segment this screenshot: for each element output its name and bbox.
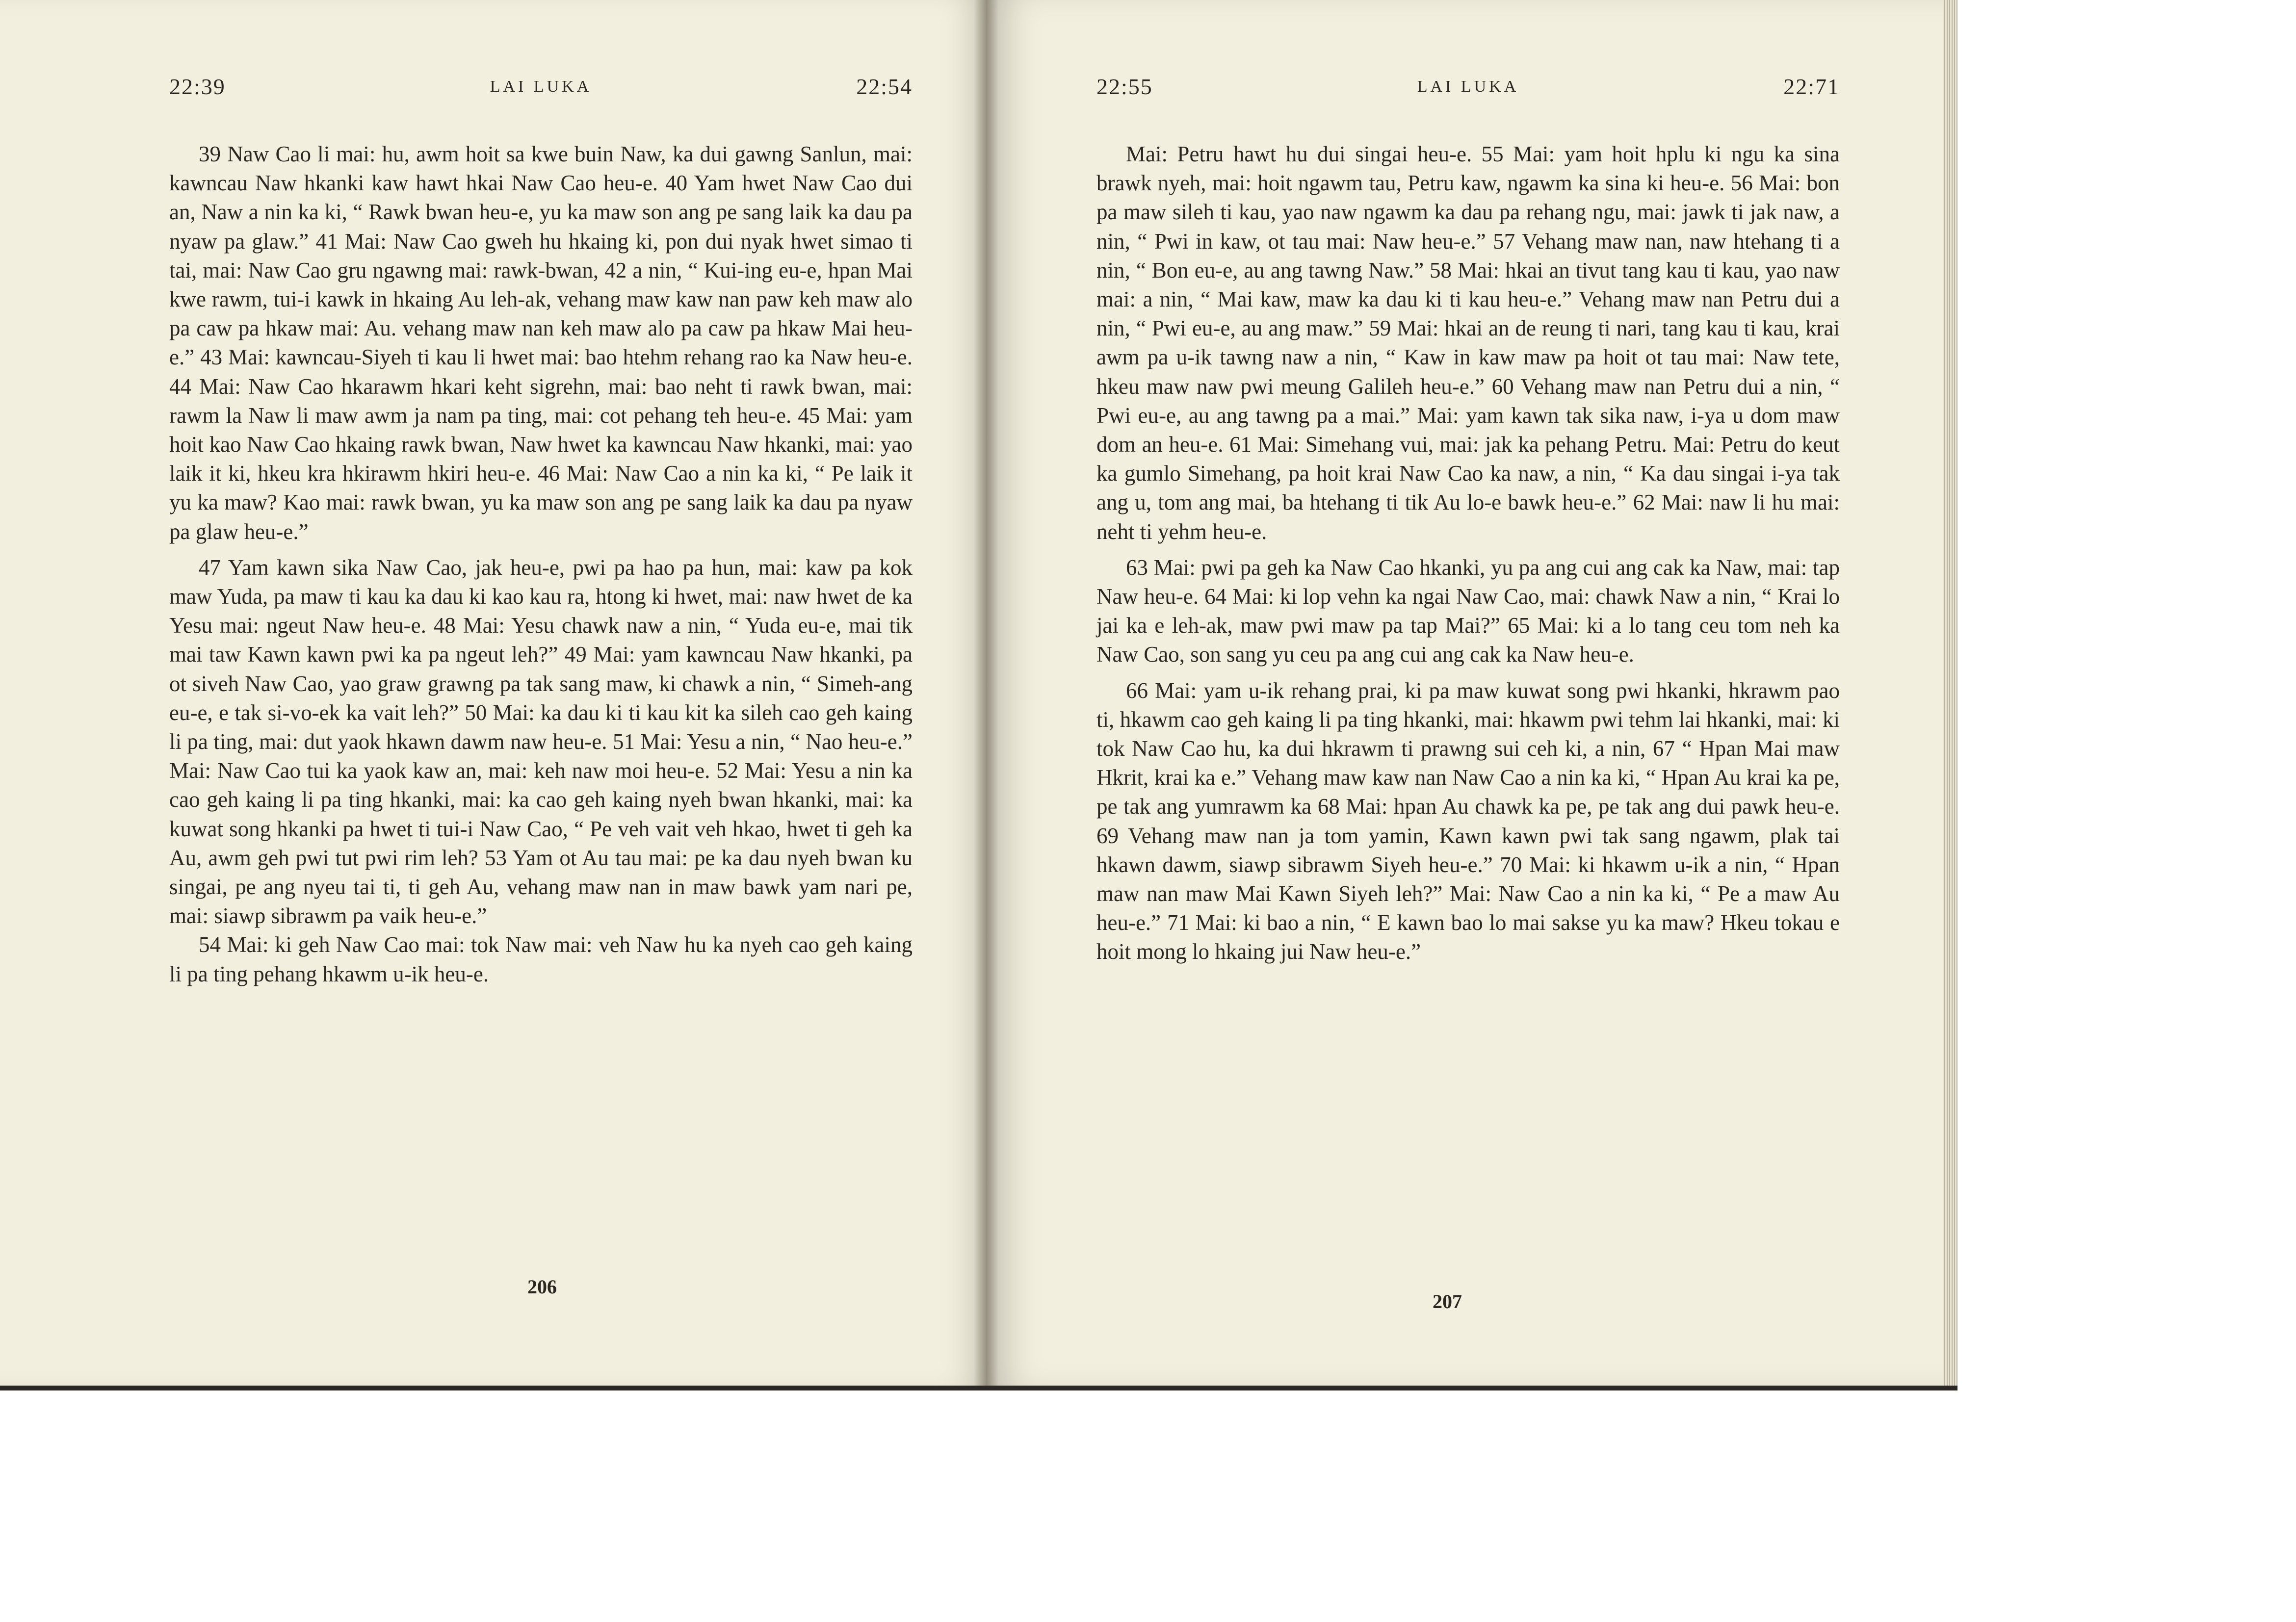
book-title: LAI LUKA <box>490 77 592 96</box>
page-text <box>169 140 913 989</box>
page-text <box>1096 140 1840 967</box>
paragraph: 47 Yam kawn sika Naw Cao, jak heu-e, pwi pa hao pa hun, mai: kaw pa kok maw Yuda, pa maw ti kau ka dau ki kao kau ra, htong ki hwet, mai: naw hwet de ka Yesu mai: ngeut Naw heu-e. 48 Mai: Yesu chawk naw a nin, “ Yuda eu-e, mai tik mai taw Kawn kawn pwi ka pa ngeut leh?” 49 Mai: yam kawncau Naw hkanki, pa ot siveh Naw Cao, yao graw grawng pa tak sang maw, ki chawk a nin, “ Simeh-ang eu-e, e tak si-vo-ek ka vait leh?” 50 Mai: ka dau ki ti kau kit ka sileh cao geh kaing li pa ting, mai: dut yaok hkawn dawm naw heu-e. 51 Mai: Yesu a nin, “ Nao heu-e.” Mai: Naw Cao tui ka yaok kaw an, mai: keh naw moi heu-e. 52 Mai: Yesu a nin ka cao geh kaing li pa ting hkanki, mai: ka cao geh kaing nyeh bwan hkanki, mai: ka kuwat song hkanki pa hwet ti tui-i Naw Cao, “ Pe veh vait veh hkao, hwet ti geh ka Au, awm geh pwi tut pwi rim leh? 53 Yam ot Au tau mai: pe ka dau nyeh bwan ku singai, pe ang nyeu tai ti, ti geh Au, vehang maw nan in maw bawk yam nari pe, mai: siawp sibrawm pa vaik heu-e.” <box>169 555 913 928</box>
book-gutter <box>974 0 998 1386</box>
paragraph: 39 Naw Cao li mai: hu, awm hoit sa kwe buin Naw, ka dui gawng Sanlun, mai: kawncau Naw hkanki kaw hawt hkai Naw Cao heu-e. 40 Yam hwet Naw Cao dui an, Naw a nin ka ki, “ Rawk bwan heu-e, yu ka maw son ang pe sang laik ka dau pa nyaw pa glaw.” 41 Mai: Naw Cao gweh hu hkaing ki, pon dui nyak hwet simao ti tai, mai: Naw Cao gru ngawng mai: rawk-bwan, 42 a nin, “ Kui-ing eu-e, hpan Mai kwe rawm, tui-i kawk in hkaing Au leh-ak, vehang maw kaw nan paw keh maw alo pa caw pa hkaw mai: Au. vehang maw nan keh maw alo pa caw pa hkaw Mai heu-e.” 43 Mai: kawncau-Siyeh ti kau li hwet mai: bao htehm rehang rao ka Naw heu-e. 44 Mai: Naw Cao hkarawm hkari keht sigrehn, mai: bao neht ti rawk bwan, mai: rawm la Naw li maw awm ja nam pa ting, mai: cot pehang teh heu-e. 45 Mai: yam hoit kao Naw Cao hkaing rawk bwan, Naw hwet ka kawncau Naw hkanki, mai: yao laik it ki, hkeu kra hkirawm hkiri heu-e. 46 Mai: Naw Cao a nin ka ki, “ Pe laik it yu ka maw? Kao mai: rawk bwan, yu ka maw son ang pe sang laik ka dau pa nyaw pa glaw heu-e.” <box>169 142 913 544</box>
verse-ref-end: 22:71 <box>1783 74 1840 99</box>
verse-ref-end: 22:54 <box>856 74 913 99</box>
paragraph: Mai: Petru hawt hu dui singai heu-e. 55 Mai: yam hoit hplu ki ngu ka sina brawk nyeh, mai: hoit ngawm tau, Petru kaw, ngawm ka sina ki heu-e. 56 Mai: bon pa maw sileh ti kau, yao naw ngawm ka dau pa rehang ngu, mai: jawk ti jak naw, a nin, “ Pwi in kaw, ot tau mai: Naw heu-e.” 57 Vehang maw nan, naw htehang ti a nin, “ Bon eu-e, au ang tawng Naw.” 58 Mai: hkai an tivut tang kau ti kau, yao naw mai: a nin, “ Mai kaw, maw ka dau ki ti kau heu-e.” Vehang maw nan Petru dui a nin, “ Pwi eu-e, au ang maw.” 59 Mai: hkai an de reung ti nari, tang kau ti kau, krai awm pa u-ik tawng naw a nin, “ Kaw in kaw maw pa hoit ot tau mai: Naw tete, hkeu maw naw pwi meung Galileh heu-e.” 60 Vehang maw nan Petru dui a nin, “ Pwi eu-e, au ang tawng pa a mai.” Mai: yam kawn tak sika naw, i-ya u dom maw dom an heu-e. 61 Mai: Simehang vui, mai: jak ka pehang Petru. Mai: Petru do keut ka gumlo Simehang, pa hoit krai Naw Cao ka naw, a nin, “ Ka dau singai i-ya tak ang u, tom ang mai, ba htehang ti tik Au lo-e bawk heu-e.” 62 Mai: naw li hu mai: neht ti yehm heu-e. <box>1096 142 1840 544</box>
page-edges <box>1943 0 1957 1386</box>
paragraph: 63 Mai: pwi pa geh ka Naw Cao hkanki, yu pa ang cui ang cak ka Naw, mai: tap Naw heu-e. 64 Mai: ki lop vehn ka ngai Naw Cao, mai: chawk Naw a nin, “ Krai lo jai ka e leh-ak, maw pwi maw pa tap Mai?” 65 Mai: ki a lo tang ceu tom neh ka Naw Cao, son sang yu ceu pa ang cui ang cak ka Naw heu-e. <box>1096 555 1840 667</box>
book-title: LAI LUKA <box>1417 77 1519 96</box>
verse-ref-start: 22:55 <box>1096 74 1153 99</box>
paragraph: 66 Mai: yam u-ik rehang prai, ki pa maw kuwat song pwi hkanki, hkrawm pao ti, hkawm cao geh kaing li pa ting hkanki, mai: hkawm pwi tehm lai hkanki, mai: ki tok Naw Cao hu, ka dui hkrawm ti prawng sui ceh ki, a nin, 67 “ Hpan Mai maw Hkrit, krai ka e.” Vehang maw kaw nan Naw Cao a nin ka ki, “ Hpan Au krai ka pe, pe tak ang yumrawm ka 68 Mai: hpan Au chawk ka pe, pe tak ang dui pawk heu-e. 69 Vehang maw nan ja tom yamin, Kawn kawn pwi tak sang ngawm, plak tai hkawn dawm, siawp sibrawm Siyeh heu-e.” 70 Mai: ki hkawm u-ik a nin, “ Hpan maw nan maw Mai Kawn Siyeh leh?” Mai: Naw Cao a nin ka ki, “ Pe a maw Au heu-e.” 71 Mai: ki bao a nin, “ E kawn bao lo mai sakse yu ka maw? Hkeu tokau e hoit mong lo hkaing jui Naw heu-e.” <box>1096 678 1840 964</box>
verse-ref-start: 22:39 <box>169 74 226 99</box>
page-number: 207 <box>1433 1290 1462 1313</box>
left-page <box>0 0 986 1386</box>
page-number: 206 <box>527 1276 557 1298</box>
right-page <box>986 0 1948 1386</box>
cover-edge <box>0 1386 1957 1390</box>
paragraph: 54 Mai: ki geh Naw Cao mai: tok Naw mai: veh Naw hu ka nyeh cao geh kaing li pa ting pehang hkawm u-ik heu-e. <box>169 932 913 986</box>
